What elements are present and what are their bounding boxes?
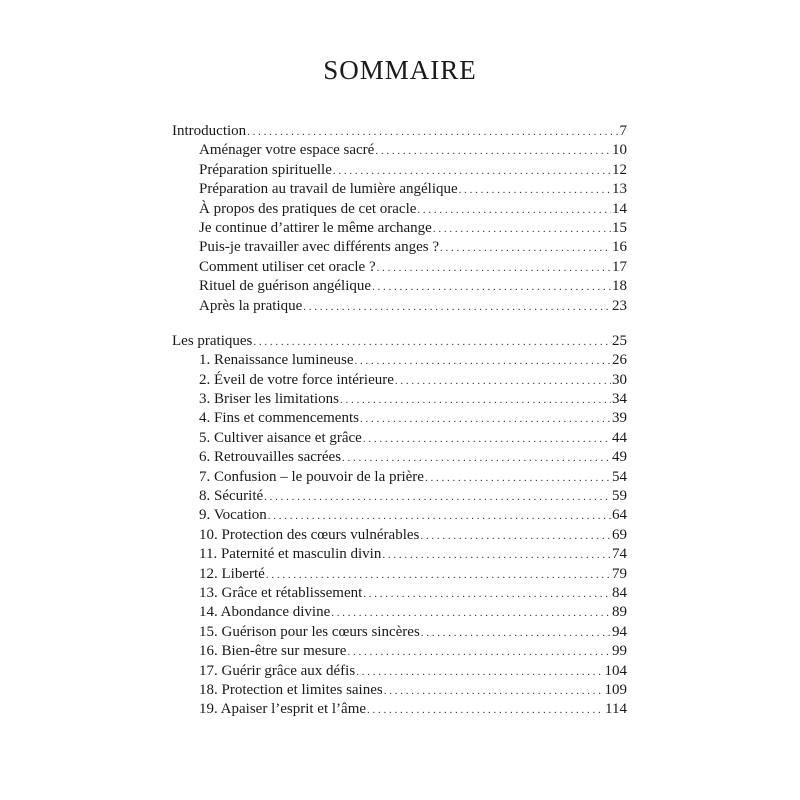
toc-entry bbox=[172, 351, 627, 370]
toc-entry-label: Aménager votre espace sacré bbox=[199, 142, 375, 159]
dot-leader bbox=[421, 624, 611, 643]
toc-entry-label: 6. Retrouvailles sacrées bbox=[199, 449, 342, 466]
toc-entry-label: 4. Fins et commencements bbox=[199, 410, 359, 427]
dot-leader bbox=[268, 507, 611, 526]
dot-leader bbox=[247, 123, 618, 142]
toc-entry-page: 17 bbox=[612, 258, 627, 275]
toc-entry bbox=[172, 371, 627, 390]
toc-entry-page: 79 bbox=[612, 565, 627, 582]
toc-entry-page: 74 bbox=[612, 546, 627, 563]
toc-entry bbox=[172, 180, 627, 199]
dot-leader bbox=[395, 372, 611, 391]
toc-entry-label: Introduction bbox=[172, 123, 247, 139]
toc-entry bbox=[172, 584, 627, 603]
toc-entry-page: 39 bbox=[612, 410, 627, 427]
toc-entry-page: 104 bbox=[604, 662, 627, 679]
toc-entry bbox=[172, 141, 627, 160]
toc-entry-page: 89 bbox=[612, 604, 627, 621]
toc-entry-page: 49 bbox=[612, 449, 627, 466]
toc-entry-label: 16. Bien-être sur mesure bbox=[199, 643, 347, 660]
dot-leader bbox=[331, 604, 611, 623]
toc-entry-label: Les pratiques bbox=[172, 332, 253, 349]
toc-entry-label: 14. Abondance divine bbox=[199, 604, 331, 621]
toc-entry-label: 13. Grâce et rétablissement bbox=[199, 584, 363, 601]
toc-entry bbox=[172, 700, 627, 719]
toc-entry-page: 59 bbox=[612, 488, 627, 505]
toc-entry bbox=[172, 506, 627, 525]
toc-entry bbox=[172, 642, 627, 661]
toc-entry-label: 15. Guérison pour les cœurs sincères bbox=[199, 623, 420, 640]
toc-entry-label: 11. Paternité et masculin divin bbox=[199, 546, 382, 563]
toc-entry bbox=[172, 526, 627, 545]
toc-entry-page: 114 bbox=[605, 701, 627, 718]
dot-leader bbox=[340, 391, 611, 410]
toc-entry-label: Préparation au travail de lumière angélique bbox=[199, 181, 458, 198]
toc-entry-page: 99 bbox=[612, 643, 627, 660]
toc-entry bbox=[172, 219, 627, 238]
dot-leader bbox=[440, 239, 611, 258]
dot-leader bbox=[347, 643, 611, 662]
dot-leader bbox=[303, 298, 611, 317]
toc-entry bbox=[172, 200, 627, 219]
toc-entry bbox=[172, 545, 627, 564]
toc-entry-label: 17. Guérir grâce aux défis bbox=[199, 662, 356, 679]
toc-entry-page: 44 bbox=[612, 429, 627, 446]
toc-entry-label: Rituel de guérison angélique bbox=[199, 278, 372, 295]
toc-entry-page: 69 bbox=[612, 526, 627, 543]
toc-entry-page: 16 bbox=[612, 239, 627, 256]
toc-entry bbox=[172, 565, 627, 584]
dot-leader bbox=[363, 430, 611, 449]
toc-section-heading bbox=[172, 122, 627, 141]
toc-entry-page: 7 bbox=[619, 123, 627, 139]
toc-entry bbox=[172, 603, 627, 622]
toc-entry bbox=[172, 623, 627, 642]
dot-leader bbox=[253, 333, 611, 352]
toc-entry-page: 34 bbox=[612, 391, 627, 408]
toc-entry-page: 30 bbox=[612, 371, 627, 388]
toc-entry-label: 9. Vocation bbox=[199, 507, 267, 524]
toc-entry-label: 2. Éveil de votre force intérieure bbox=[199, 371, 394, 388]
toc-entry bbox=[172, 468, 627, 487]
toc-entry-page: 84 bbox=[612, 584, 627, 601]
toc-entry-page: 109 bbox=[604, 681, 627, 698]
toc-entry bbox=[172, 409, 627, 428]
toc-entry-label: Après la pratique bbox=[199, 297, 303, 314]
toc-entry-label: Je continue d’attirer le même archange bbox=[199, 219, 432, 236]
toc-entry bbox=[172, 429, 627, 448]
toc-entry bbox=[172, 258, 627, 277]
toc-entry-label: 1. Renaissance lumineuse bbox=[199, 352, 354, 369]
toc-section-heading bbox=[172, 332, 627, 351]
dot-leader bbox=[459, 181, 611, 200]
toc-entry bbox=[172, 448, 627, 467]
toc-entry bbox=[172, 487, 627, 506]
toc-entry-label: 12. Liberté bbox=[199, 565, 265, 582]
toc-entry-label: Puis-je travailler avec différents anges ? bbox=[199, 239, 440, 256]
toc-entry-label: 10. Protection des cœurs vulnérables bbox=[199, 526, 420, 543]
dot-leader bbox=[384, 682, 604, 701]
toc-entry-page: 14 bbox=[612, 200, 627, 217]
dot-leader bbox=[367, 701, 604, 720]
toc-entry-page: 10 bbox=[612, 142, 627, 159]
dot-leader bbox=[356, 663, 603, 682]
toc-entry-page: 64 bbox=[612, 507, 627, 524]
toc-entry bbox=[172, 238, 627, 257]
dot-leader bbox=[342, 449, 611, 468]
toc-entry-label: 3. Briser les limitations bbox=[199, 391, 339, 408]
dot-leader bbox=[377, 259, 611, 278]
toc-entry bbox=[172, 161, 627, 180]
page-title: SOMMAIRE bbox=[323, 55, 477, 85]
toc-entry bbox=[172, 662, 627, 681]
toc-entry-label: À propos des pratiques de cet oracle bbox=[199, 200, 417, 217]
toc-entry-label: 18. Protection et limites saines bbox=[199, 681, 383, 698]
dot-leader bbox=[372, 278, 611, 297]
dot-leader bbox=[333, 162, 611, 181]
toc-section bbox=[172, 122, 627, 316]
toc-entry-page: 25 bbox=[612, 332, 627, 349]
dot-leader bbox=[420, 527, 611, 546]
dot-leader bbox=[360, 410, 611, 429]
toc-entry-page: 94 bbox=[612, 623, 627, 640]
dot-leader bbox=[266, 566, 611, 585]
toc-entry-label: 8. Sécurité bbox=[199, 488, 264, 505]
dot-leader bbox=[363, 585, 611, 604]
toc-entry bbox=[172, 297, 627, 316]
dot-leader bbox=[425, 469, 611, 488]
table-of-contents bbox=[172, 122, 627, 720]
dot-leader bbox=[375, 142, 611, 161]
toc-entry-page: 13 bbox=[612, 181, 627, 198]
toc-section bbox=[172, 332, 627, 720]
toc-entry-label: 19. Apaiser l’esprit et l’âme bbox=[199, 701, 367, 718]
toc-entry bbox=[172, 277, 627, 296]
dot-leader bbox=[382, 546, 611, 565]
dot-leader bbox=[355, 352, 611, 371]
dot-leader bbox=[417, 201, 611, 220]
toc-entry-page: 18 bbox=[612, 278, 627, 295]
toc-entry-label: 5. Cultiver aisance et grâce bbox=[199, 429, 362, 446]
toc-entry-label: 7. Confusion – le pouvoir de la prière bbox=[199, 468, 424, 485]
toc-entry-page: 15 bbox=[612, 219, 627, 236]
toc-entry-page: 23 bbox=[612, 297, 627, 314]
toc-entry-page: 12 bbox=[612, 161, 627, 178]
toc-entry-label: Préparation spirituelle bbox=[199, 161, 332, 178]
dot-leader bbox=[433, 220, 611, 239]
toc-entry bbox=[172, 390, 627, 409]
toc-entry bbox=[172, 681, 627, 700]
toc-entry-label: Comment utiliser cet oracle ? bbox=[199, 258, 376, 275]
toc-entry-page: 26 bbox=[612, 352, 627, 369]
toc-entry-page: 54 bbox=[612, 468, 627, 485]
dot-leader bbox=[264, 488, 611, 507]
